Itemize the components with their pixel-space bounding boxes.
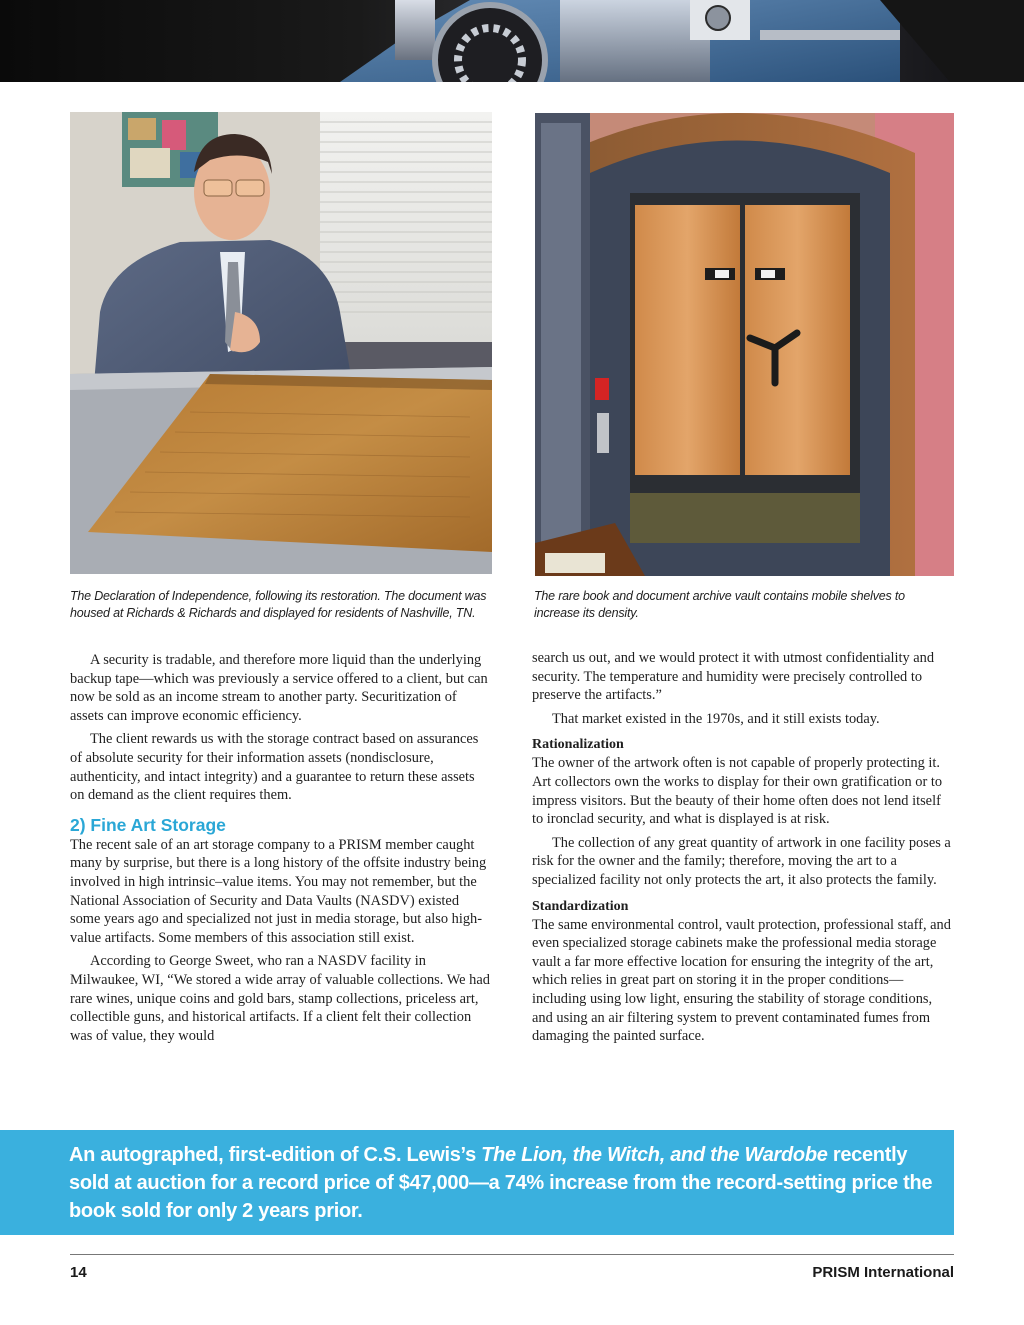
article-column-left bbox=[70, 651, 492, 1045]
declaration-photo bbox=[70, 112, 492, 574]
paragraph: search us out, and we would protect it with utmost confidentiality and security. The temperature and humidity were precisely controlled to preserve the artifacts.” bbox=[532, 650, 935, 704]
paragraph: The owner of the artwork often is not capable of properly protecting it. Art collectors own the works to display for their own gratification or to impress visitors. But the beauty of their home often does not lend itself to ironclad security, and what is displayed is at risk. bbox=[532, 755, 943, 828]
vault-photo bbox=[535, 113, 954, 576]
header-banner-image bbox=[0, 0, 1024, 82]
callout-box bbox=[0, 1130, 954, 1235]
footer-divider bbox=[70, 1254, 954, 1255]
photo-caption-left: The Declaration of Independence, following its restoration. The document was housed at Richards & Richards and displayed for residents of Nashville, TN. bbox=[70, 589, 487, 620]
callout-book-title: The Lion, the Witch, and the Wardobe bbox=[481, 1144, 828, 1166]
photo-caption-right: The rare book and document archive vault contains mobile shelves to increase its density. bbox=[534, 589, 905, 620]
paragraph: The collection of any great quantity of artwork in one facility poses a risk for the owner and the family; therefore, moving the art to a specialized facility not only protects the art, it also protects the family. bbox=[532, 834, 951, 888]
sub-heading-standardization: Standardization bbox=[532, 898, 629, 914]
callout-text-end: recently sold at auction for a record price of $47,000—a 74% increase from the record-setting price the book sold for only 2 years prior. bbox=[69, 1144, 933, 1222]
paragraph: The client rewards us with the storage contract based on assurances of absolute security for their information assets (nondisclosure, authenticity, and intact integrity) and a guarantee to return these assets on demand as the client requires them. bbox=[70, 731, 479, 804]
publication-name: PRISM International bbox=[812, 1264, 954, 1281]
callout-text-start: An autographed, first-edition of C.S. Lewis’s bbox=[69, 1144, 482, 1166]
paragraph: The recent sale of an art storage company to a PRISM member caught many by surprise, but there is a long history of the offsite industry being involved in high intrinsic–value items. You may not remember, but the National Association of Security and Data Vaults (NASDV) existed some years ago and specialized not just in media storage, but also high-value artifacts. Some members of this association still exist. bbox=[70, 836, 487, 946]
page-number: 14 bbox=[70, 1264, 87, 1281]
paragraph: A security is tradable, and therefore more liquid than the underlying backup tape—which was previously a service offered to a client, but can now be sold as an income stream to another party. Securitization of assets can improve economic efficiency. bbox=[70, 652, 488, 724]
article-column-right bbox=[532, 649, 954, 1051]
paragraph: The same environmental control, vault protection, professional staff, and even specialized storage cabinets make the professional media storage vault a far more effective location for ensuring the integrity of the art, which relies in great part on storing it in the proper conditions—including using low light, ensuring the stability of storage conditions, and using an air filtering system to prevent contaminated fumes from damaging the painted surface. bbox=[532, 916, 951, 1045]
section-heading: 2) Fine Art Storage bbox=[70, 814, 226, 835]
sub-heading-rationalization: Rationalization bbox=[532, 737, 624, 753]
paragraph: That market existed in the 1970s, and it still exists today. bbox=[552, 710, 880, 727]
paragraph: According to George Sweet, who ran a NASDV facility in Milwaukee, WI, “We stored a wide array of valuable collections. We had rare wines, unique coins and gold bars, stamp collections, priceless art, collectible guns, and historical artifacts. If a client felt their collection was of value, they would bbox=[70, 953, 490, 1044]
